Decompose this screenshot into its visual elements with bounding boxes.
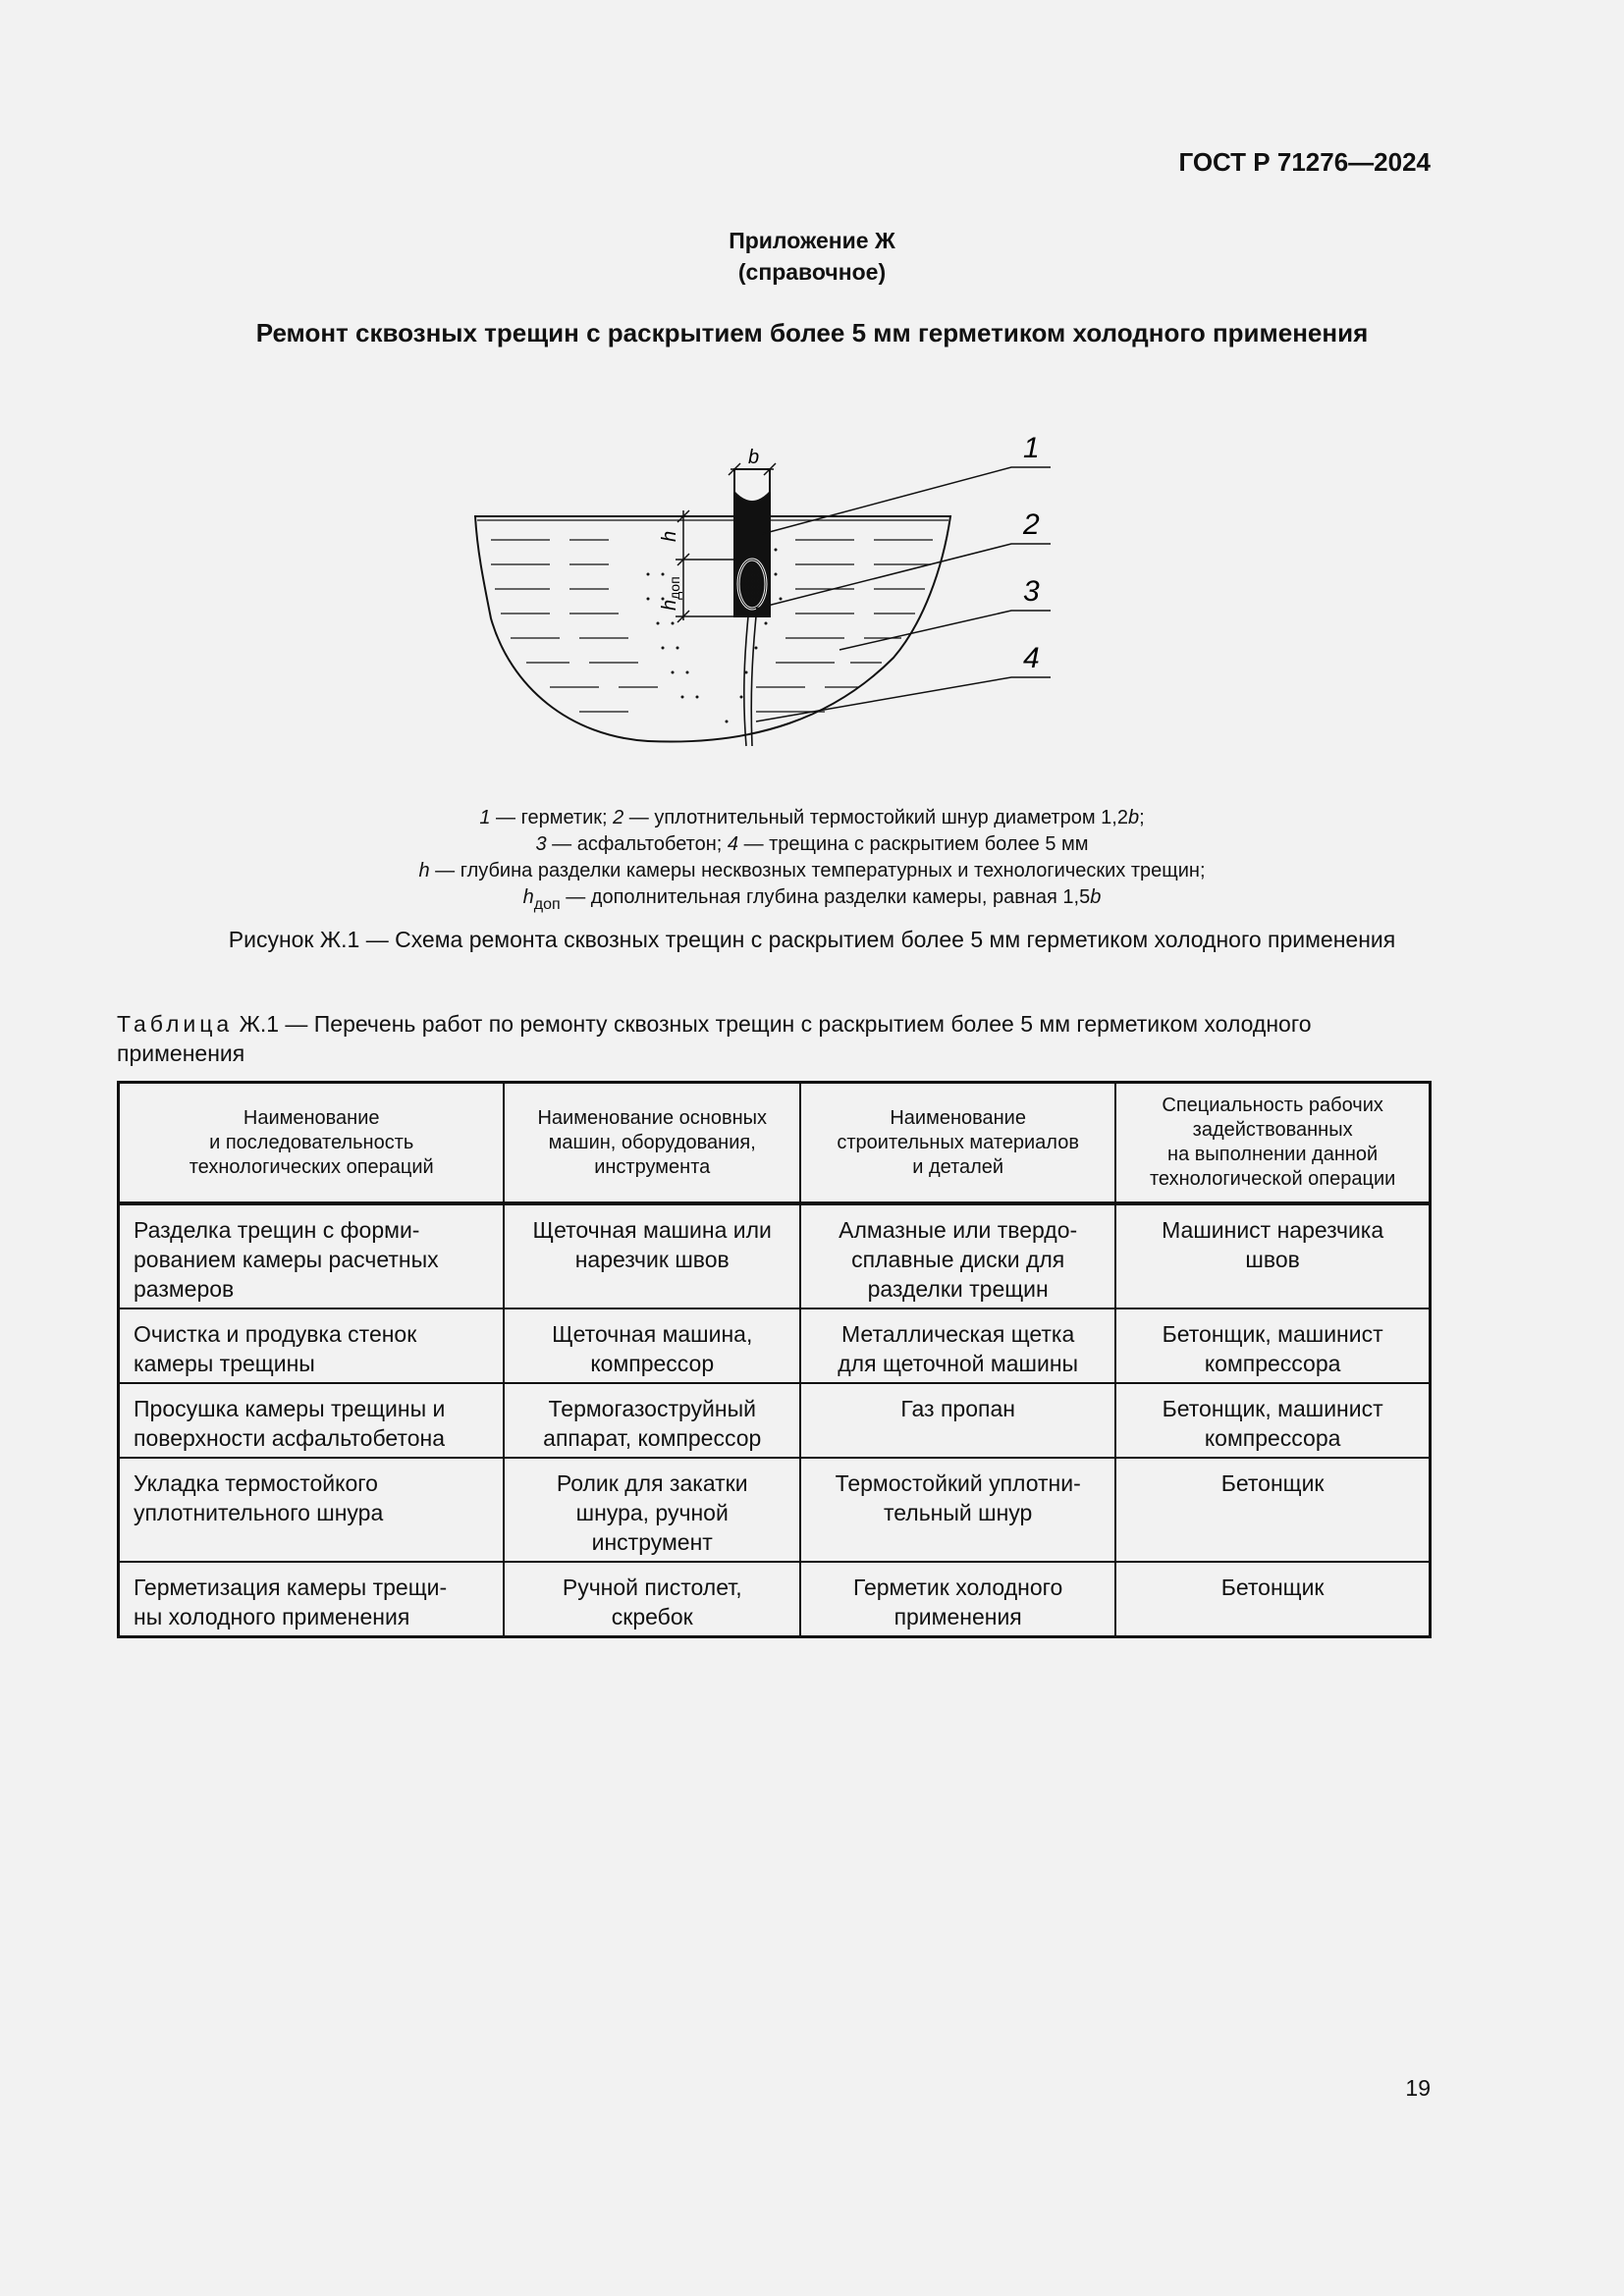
label-1: 1: [1023, 432, 1040, 464]
repair-diagram: [461, 422, 1070, 756]
table-cell: Бетонщик: [1115, 1458, 1430, 1562]
h-dop-label: $h_{доп}$: [659, 576, 682, 611]
appendix-title: Приложение Ж: [729, 228, 895, 253]
table-header-cell: Специальность рабочих задействованных на выполнении данной технологической операции: [1115, 1083, 1430, 1204]
label-3: 3: [1023, 575, 1040, 608]
figure-legend: [0, 805, 1624, 918]
table-header-row: [119, 1083, 1431, 1204]
table-cell: Термостойкий уплотни- тельный шнур: [800, 1458, 1115, 1562]
legend-line-4: $h_{доп}$ — дополнительная глубина разделки камеры, равная 1,5b: [522, 886, 1102, 913]
b-label: b: [748, 447, 760, 468]
appendix-heading: [0, 225, 1624, 288]
table-row: [119, 1383, 1431, 1458]
asphalt-body: [475, 516, 950, 742]
table-cell: Бетонщик, машинист компрессора: [1115, 1308, 1430, 1383]
figure-caption: Рисунок Ж.1 — Схема ремонта сквозных трещин с раскрытием более 5 мм герметиком холодного применения: [228, 927, 1396, 952]
table-cell: Герметик холодного применения: [800, 1562, 1115, 1637]
table-cell: Щеточная машина, компрессор: [504, 1308, 800, 1383]
h-label: h: [659, 530, 680, 542]
table-cell: Алмазные или твердо- сплавные диски для разделки трещин: [800, 1203, 1115, 1308]
table-row: [119, 1203, 1431, 1308]
table-cell: Щеточная машина или нарезчик швов: [504, 1203, 800, 1308]
document-id: ГОСТ Р 71276—2024: [1178, 147, 1431, 177]
table-cell: Бетонщик, машинист компрессора: [1115, 1383, 1430, 1458]
table-cell: Термогазоструйный аппарат, компрессор: [504, 1383, 800, 1458]
table-cell: Очистка и продувка стенок камеры трещины: [119, 1308, 505, 1383]
table-cell: Бетонщик: [1115, 1562, 1430, 1637]
table-row: [119, 1458, 1431, 1562]
table-cell: Машинист нарезчика швов: [1115, 1203, 1430, 1308]
table-cell: Просушка камеры трещины и поверхности асфальтобетона: [119, 1383, 505, 1458]
table-header-cell: Наименование и последовательность технологических операций: [119, 1083, 505, 1204]
table-cell: Газ пропан: [800, 1383, 1115, 1458]
table-cell: Металлическая щетка для щеточной машины: [800, 1308, 1115, 1383]
table-header-cell: Наименование строительных материалов и деталей: [800, 1083, 1115, 1204]
table-cell: Ролик для закатки шнура, ручной инструмент: [504, 1458, 800, 1562]
table-row: [119, 1562, 1431, 1637]
label-4: 4: [1023, 642, 1040, 674]
table-cell: Ручной пистолет, скребок: [504, 1562, 800, 1637]
table-row: [119, 1308, 1431, 1383]
page-number: 19: [1405, 2075, 1431, 2101]
section-title: Ремонт сквозных трещин с раскрытием более 5 мм герметиком холодного применения: [255, 318, 1369, 347]
table-cell: Герметизация камеры трещи- ны холодного применения: [119, 1562, 505, 1637]
table-header-cell: Наименование основных машин, оборудования, инструмента: [504, 1083, 800, 1204]
table-cell: Разделка трещин с форми- рованием камеры расчетных размеров: [119, 1203, 505, 1308]
table-title: Таблица Ж.1 — Перечень работ по ремонту сквозных трещин с раскрытием более 5 мм герметиком холодного применения: [117, 1011, 1312, 1066]
legend-line-2: 3 — асфальтобетон; 4 — трещина с раскрытием более 5 мм: [535, 833, 1089, 855]
legend-line-1: 1 — герметик; 2 — уплотнительный термостойкий шнур диаметром 1,2b;: [479, 807, 1145, 828]
works-table: [117, 1081, 1432, 1638]
label-2: 2: [1023, 508, 1040, 541]
appendix-subtitle: (справочное): [737, 259, 887, 285]
legend-line-3: h — глубина разделки камеры несквозных температурных и технологических трещин;: [418, 860, 1206, 881]
table-cell: Укладка термостойкого уплотнительного шнура: [119, 1458, 505, 1562]
